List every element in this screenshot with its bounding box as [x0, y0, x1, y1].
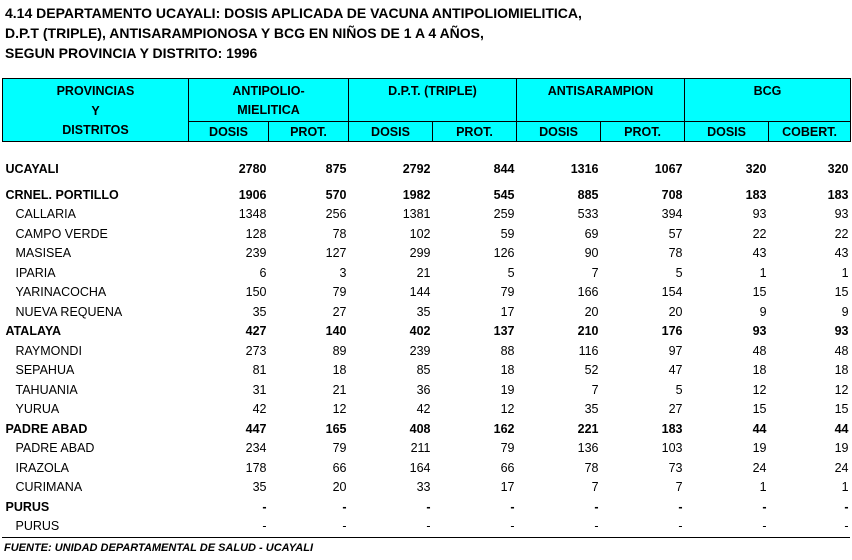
- header-prot: PROT.: [269, 122, 349, 142]
- value-cell: 176: [661, 324, 683, 338]
- province-row: [3, 322, 851, 342]
- value-cell: 545: [493, 187, 515, 202]
- value-cell: 17: [500, 304, 515, 319]
- value-cell: -: [342, 499, 347, 514]
- value-cell: 36: [416, 382, 431, 397]
- header-dpt: D.P.T. (TRIPLE): [349, 79, 517, 122]
- district-row: [3, 459, 851, 479]
- header-cobert: COBERT.: [769, 122, 851, 142]
- value-cell: 21: [416, 265, 431, 280]
- value-cell: 9: [841, 304, 849, 319]
- district-row: [3, 517, 851, 537]
- value-cell: 33: [416, 480, 431, 494]
- value-cell: 875: [325, 162, 347, 176]
- value-cell: 59: [500, 226, 515, 241]
- vaccination-table: [2, 78, 851, 537]
- row-name: CURIMANA: [15, 480, 83, 494]
- value-cell: -: [262, 499, 267, 514]
- value-cell: 43: [834, 246, 849, 260]
- value-cell: 221: [577, 421, 599, 436]
- row-name: CALLARIA: [15, 207, 76, 221]
- header-provincias: PROVINCIAS Y DISTRITOS: [3, 79, 189, 142]
- province-row: [3, 498, 851, 518]
- value-cell: 18: [834, 363, 849, 377]
- value-cell: 320: [745, 162, 767, 176]
- header-dosis: DOSIS: [349, 122, 433, 142]
- value-cell: -: [678, 499, 683, 514]
- value-cell: -: [426, 519, 431, 533]
- value-cell: 97: [668, 343, 683, 358]
- value-cell: 6: [259, 265, 267, 280]
- value-cell: -: [510, 519, 515, 533]
- value-cell: 44: [752, 421, 767, 436]
- value-cell: 7: [591, 265, 599, 280]
- value-cell: 12: [500, 402, 515, 416]
- province-row: [3, 186, 851, 206]
- value-cell: 885: [577, 187, 599, 202]
- value-cell: 1: [759, 480, 767, 494]
- value-cell: 78: [332, 226, 347, 241]
- value-cell: 48: [834, 343, 849, 358]
- value-cell: 66: [500, 460, 515, 475]
- value-cell: -: [678, 519, 683, 533]
- value-cell: 27: [668, 402, 683, 416]
- district-row: [3, 439, 851, 459]
- value-cell: 35: [252, 480, 267, 494]
- district-row: [3, 361, 851, 381]
- district-row: [3, 205, 851, 225]
- bottom-rule: [2, 537, 850, 538]
- value-cell: 210: [577, 324, 599, 338]
- row-name: YARINACOCHA: [15, 285, 107, 299]
- value-cell: 88: [500, 343, 515, 358]
- title-line-1: 4.14 DEPARTAMENTO UCAYALI: DOSIS APLICADA DE VACUNA ANTIPOLIOMIELITICA,: [5, 5, 582, 21]
- value-cell: 154: [661, 285, 683, 299]
- value-cell: 299: [409, 246, 431, 260]
- value-cell: 1348: [238, 207, 267, 221]
- district-row: [3, 400, 851, 420]
- district-row: [3, 283, 851, 303]
- value-cell: 5: [507, 265, 515, 280]
- value-cell: 42: [252, 402, 267, 416]
- value-cell: 66: [332, 460, 347, 475]
- report-title: [5, 3, 582, 63]
- value-cell: 394: [661, 207, 683, 221]
- value-cell: 150: [245, 285, 267, 299]
- value-cell: 93: [834, 207, 849, 221]
- value-cell: 79: [332, 285, 347, 299]
- value-cell: 844: [493, 162, 515, 176]
- value-cell: 7: [591, 382, 599, 397]
- value-cell: 136: [577, 441, 599, 455]
- row-name: CRNEL. PORTILLO: [5, 187, 119, 202]
- value-cell: 85: [416, 363, 431, 377]
- value-cell: 211: [410, 441, 431, 455]
- value-cell: 15: [752, 402, 767, 416]
- value-cell: 78: [584, 460, 599, 475]
- value-cell: -: [426, 499, 431, 514]
- row-name: IRAZOLA: [15, 460, 69, 475]
- value-cell: 402: [409, 324, 431, 338]
- value-cell: 15: [834, 285, 849, 299]
- row-name: CAMPO VERDE: [15, 226, 108, 241]
- value-cell: 35: [252, 304, 267, 319]
- value-cell: 128: [245, 226, 267, 241]
- value-cell: 21: [332, 382, 347, 397]
- header-antisarampion: ANTISARAMPION: [517, 79, 685, 122]
- value-cell: 256: [325, 207, 347, 221]
- row-name: TAHUANIA: [15, 382, 78, 397]
- row-name: PURUS: [15, 519, 60, 533]
- value-cell: 81: [252, 363, 267, 377]
- value-cell: 162: [493, 421, 515, 436]
- value-cell: 5: [675, 382, 683, 397]
- value-cell: 73: [668, 460, 683, 475]
- value-cell: 102: [409, 226, 431, 241]
- value-cell: 79: [500, 285, 515, 299]
- value-cell: 178: [245, 460, 267, 475]
- total-row: [3, 160, 851, 180]
- province-row: [3, 420, 851, 440]
- value-cell: 35: [584, 402, 599, 416]
- value-cell: 78: [668, 246, 683, 260]
- value-cell: 3: [339, 265, 347, 280]
- header-dosis: DOSIS: [685, 122, 769, 142]
- value-cell: -: [762, 499, 767, 514]
- row-name: NUEVA REQUENA: [15, 304, 123, 319]
- value-cell: 31: [252, 382, 267, 397]
- row-name: IPARIA: [15, 265, 56, 280]
- value-cell: 140: [325, 324, 347, 338]
- value-cell: 239: [409, 343, 431, 358]
- value-cell: 164: [409, 460, 431, 475]
- value-cell: 1: [759, 265, 767, 280]
- header-prot: PROT.: [601, 122, 685, 142]
- value-cell: 42: [416, 402, 431, 416]
- value-cell: 708: [661, 187, 683, 202]
- district-row: [3, 225, 851, 245]
- value-cell: 18: [332, 363, 347, 377]
- source-note: FUENTE: UNIDAD DEPARTAMENTAL DE SALUD - UCAYALI: [4, 542, 314, 554]
- value-cell: 79: [332, 441, 347, 455]
- value-cell: -: [342, 519, 347, 533]
- value-cell: 570: [325, 187, 347, 202]
- value-cell: 69: [584, 226, 599, 241]
- value-cell: 89: [332, 343, 347, 358]
- district-row: [3, 244, 851, 264]
- value-cell: 1982: [402, 187, 431, 202]
- district-row: [3, 342, 851, 362]
- value-cell: 93: [752, 207, 767, 221]
- row-name: MASISEA: [15, 246, 72, 260]
- value-cell: 127: [325, 246, 347, 260]
- value-cell: 1381: [402, 207, 431, 221]
- value-cell: 93: [834, 324, 849, 338]
- value-cell: 44: [834, 421, 849, 436]
- value-cell: 19: [752, 441, 767, 455]
- value-cell: 259: [493, 207, 515, 221]
- value-cell: 35: [416, 304, 431, 319]
- value-cell: 57: [668, 226, 683, 241]
- value-cell: 22: [752, 226, 767, 241]
- title-line-3: SEGUN PROVINCIA Y DISTRITO: 1996: [5, 45, 258, 61]
- value-cell: 103: [661, 441, 683, 455]
- row-name: RAYMONDI: [15, 343, 82, 358]
- header-dosis: DOSIS: [189, 122, 269, 142]
- value-cell: 20: [584, 304, 599, 319]
- header-antipolio: ANTIPOLIO- MIELITICA: [189, 79, 349, 122]
- value-cell: 1: [841, 265, 849, 280]
- value-cell: 408: [409, 421, 431, 436]
- district-row: [3, 381, 851, 401]
- title-line-2: D.P.T (TRIPLE), ANTISARAMPIONOSA Y BCG EN NIÑOS DE 1 A 4 AÑOS,: [5, 25, 484, 41]
- value-cell: -: [844, 499, 849, 514]
- value-cell: 79: [500, 441, 515, 455]
- row-name: PURUS: [5, 499, 50, 514]
- value-cell: 24: [752, 460, 767, 475]
- header-bcg: BCG: [685, 79, 851, 122]
- spacer-row: [3, 142, 851, 161]
- value-cell: 47: [668, 363, 683, 377]
- value-cell: -: [844, 519, 849, 533]
- value-cell: 5: [675, 265, 683, 280]
- row-name: PADRE ABAD: [15, 441, 95, 455]
- value-cell: -: [594, 519, 599, 533]
- value-cell: 533: [577, 207, 599, 221]
- value-cell: 273: [245, 343, 267, 358]
- row-name: YURUA: [15, 402, 60, 416]
- value-cell: 93: [752, 324, 767, 338]
- district-row: [3, 303, 851, 323]
- value-cell: 165: [325, 421, 347, 436]
- value-cell: 12: [332, 402, 347, 416]
- value-cell: 320: [827, 162, 849, 176]
- value-cell: 183: [745, 187, 767, 202]
- value-cell: 22: [834, 226, 849, 241]
- value-cell: 9: [759, 304, 767, 319]
- value-cell: 116: [578, 343, 599, 358]
- value-cell: 20: [332, 480, 347, 494]
- value-cell: 447: [245, 421, 267, 436]
- value-cell: 15: [752, 285, 767, 299]
- value-cell: -: [762, 519, 767, 533]
- value-cell: 166: [577, 285, 599, 299]
- value-cell: 234: [245, 441, 267, 455]
- header-prot: PROT.: [433, 122, 517, 142]
- value-cell: 7: [675, 480, 683, 494]
- value-cell: 137: [493, 324, 515, 338]
- value-cell: 15: [834, 402, 849, 416]
- value-cell: 18: [500, 363, 515, 377]
- value-cell: -: [510, 499, 515, 514]
- value-cell: 12: [834, 382, 849, 397]
- value-cell: 19: [834, 441, 849, 455]
- value-cell: 27: [332, 304, 347, 319]
- value-cell: 239: [245, 246, 267, 260]
- value-cell: -: [262, 519, 267, 533]
- value-cell: 43: [752, 246, 767, 260]
- value-cell: 1067: [654, 162, 683, 176]
- value-cell: 48: [752, 343, 767, 358]
- value-cell: 17: [500, 480, 515, 494]
- row-name: ATALAYA: [5, 324, 62, 338]
- row-name: SEPAHUA: [15, 363, 75, 377]
- value-cell: -: [594, 499, 599, 514]
- value-cell: 19: [500, 382, 515, 397]
- value-cell: 126: [493, 246, 515, 260]
- value-cell: 52: [584, 363, 599, 377]
- value-cell: 427: [245, 324, 267, 338]
- value-cell: 18: [752, 363, 767, 377]
- value-cell: 183: [661, 421, 683, 436]
- value-cell: 1906: [238, 187, 267, 202]
- district-row: [3, 478, 851, 498]
- district-row: [3, 264, 851, 284]
- value-cell: 90: [584, 246, 599, 260]
- value-cell: 2780: [238, 162, 267, 176]
- row-name: PADRE ABAD: [5, 421, 88, 436]
- value-cell: 7: [591, 480, 599, 494]
- value-cell: 12: [752, 382, 767, 397]
- value-cell: 20: [668, 304, 683, 319]
- value-cell: 144: [409, 285, 431, 299]
- value-cell: 1316: [570, 162, 599, 176]
- value-cell: 2792: [402, 162, 431, 176]
- row-name: UCAYALI: [5, 162, 59, 176]
- header-dosis: DOSIS: [517, 122, 601, 142]
- value-cell: 24: [834, 460, 849, 475]
- value-cell: 183: [827, 187, 849, 202]
- value-cell: 1: [841, 480, 849, 494]
